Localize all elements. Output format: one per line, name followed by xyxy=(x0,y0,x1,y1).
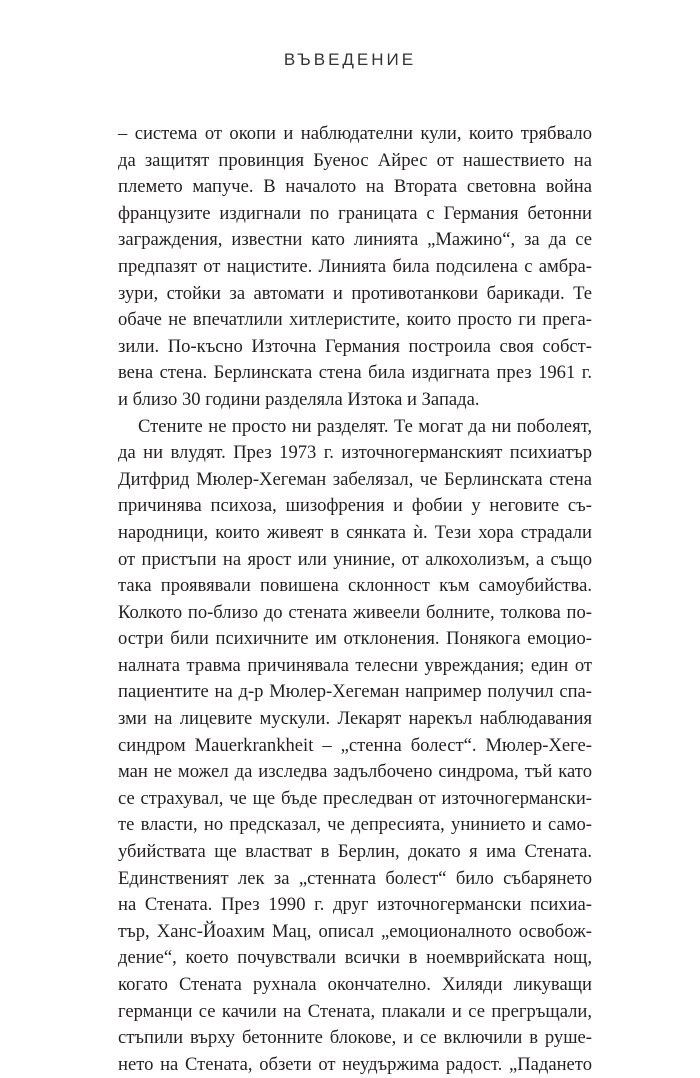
text-line: да ни влудят. През 1973 г. източногерманският психиатър xyxy=(118,442,592,464)
text-line: обаче не впечатлили хитлеристите, които просто ги прега- xyxy=(118,309,592,331)
text-line: заграждения, известни като линията „Мажино“, за да се xyxy=(118,229,592,251)
text-line: от пристъпи на ярост или униние, от алкохолизъм, а също xyxy=(118,548,592,570)
text-line: причинява психоза, шизофрения и фобии у неговите съ- xyxy=(118,495,592,517)
text-line: се страхувал, че ще бъде преследван от източногермански- xyxy=(118,787,592,809)
text-line: те власти, но предсказал, че депресията, унинието и само- xyxy=(118,814,592,836)
paragraph-first-line: Стените не просто ни разделят. Те могат да ни поболеят, xyxy=(138,415,592,437)
text-line: предпазят от нацистите. Линията била подсилена с амбра- xyxy=(118,255,592,277)
text-line: вена стена. Берлинската стена била издигната през 1961 г. xyxy=(118,362,592,384)
text-line: стъпили върху бетонните блокове, и се включили в руше- xyxy=(118,1027,592,1049)
text-line: дение“, което почувствали всички в ноемврийската нощ, xyxy=(118,947,592,969)
body-text xyxy=(118,121,592,1078)
text-line: Единственият лек за „стенната болест“ било събарянето xyxy=(118,867,592,889)
text-line: ман не можел да изследва задълбочено синдрома, тъй като xyxy=(118,761,592,783)
text-line: французите издигнали по границата с Германия бетонни xyxy=(118,202,592,224)
running-head-title: ВЪВЕДЕНИЕ xyxy=(283,50,417,69)
text-line: на Стената. През 1990 г. друг източногермански психиа- xyxy=(118,894,592,916)
text-line: тър, Ханс-Йоахим Мац, описал „емоционалното освобож- xyxy=(118,920,592,942)
text-line: Колкото по-близо до стената живеели болните, толкова по- xyxy=(118,601,592,623)
text-line: германци се качили на Стената, плакали и се прегръщали, xyxy=(118,1000,592,1022)
text-line: синдром Mauerkrankheit – „стенна болест“. Мюлер-Хеге- xyxy=(118,734,592,756)
text-line: – система от окопи и наблюдателни кули, които трябвало xyxy=(118,123,592,144)
text-line: убийствата ще властват в Берлин, докато я има Стената. xyxy=(118,841,592,863)
text-line: остри били психичните им отклонения. Понякога емоцио- xyxy=(118,628,592,650)
text-line: зури, стойки за автомати и противотанкови барикади. Те xyxy=(118,282,592,304)
text-line: Дитфрид Мюлер-Хегеман забелязал, че Берлинската стена xyxy=(118,468,592,490)
text-line: племето мапуче. В началото на Втората световна война xyxy=(118,176,592,198)
text-line: да защитят провинция Буенос Айрес от нашествието на xyxy=(118,149,592,171)
text-line: народници, които живеят в сянката ѝ. Тези хора страдали xyxy=(118,521,592,543)
text-line: зили. По-късно Източна Германия построила своя собст- xyxy=(118,335,592,357)
text-line: така проявявали повишена склонност към самоубийства. xyxy=(118,575,592,597)
text-line: когато Стената рухнала окончателно. Хиляди ликуващи xyxy=(118,974,592,995)
text-line: налната травма причинявала телесни увреждания; един от xyxy=(118,654,592,676)
text-line: пациентите на д-р Мюлер-Хегеман например получил спа- xyxy=(118,681,592,703)
text-line: зми на лицевите мускули. Лекарят нарекъл наблюдавания xyxy=(118,708,592,730)
text-line: и близо 30 години разделяла Изтока и Запада. xyxy=(118,388,480,410)
text-line: нето на Стената, обзети от неудържима радост. „Падането xyxy=(118,1053,592,1075)
